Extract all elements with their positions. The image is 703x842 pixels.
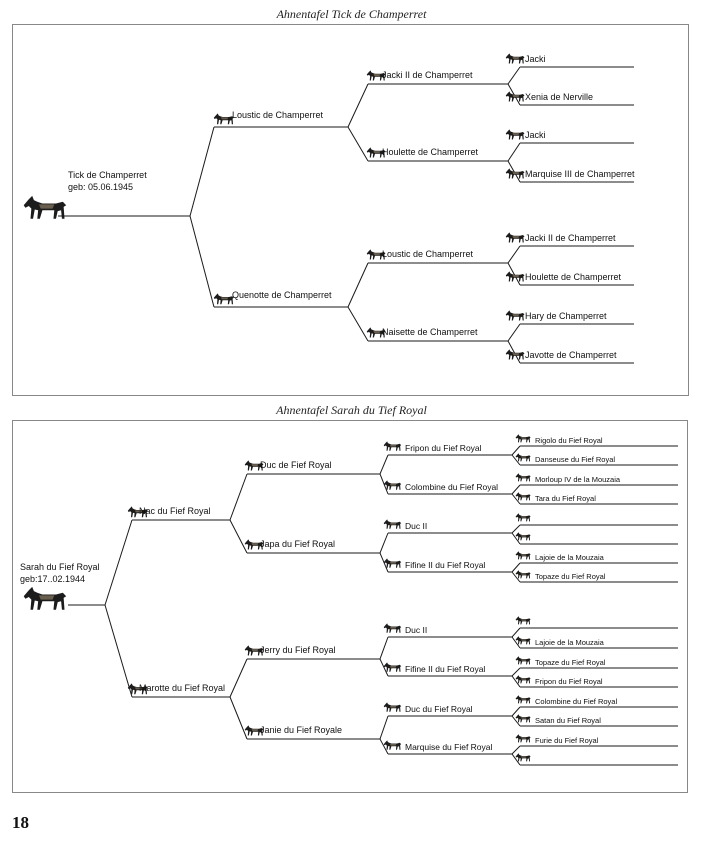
dog-icon-g4-13: [516, 714, 531, 722]
branch-line-g1-1: [105, 605, 132, 697]
root-name: Tick de Champerret: [68, 170, 147, 180]
branch-line-g4-12: [512, 707, 520, 716]
branch-line-g3-4: [380, 637, 388, 659]
dog-icon-root: [24, 196, 67, 219]
ancestor-name-g3-3: Marquise III de Champerret: [525, 169, 635, 179]
dog-icon-g4-6: [516, 551, 531, 559]
dog-icon-root: [24, 587, 67, 610]
branch-line-g2-3: [348, 307, 368, 341]
ancestor-name-g3-3: Fifine II du Fief Royal: [405, 560, 486, 570]
branch-line-g4-4: [512, 525, 520, 533]
ancestor-name-g3-5: Houlette de Champerret: [525, 272, 622, 282]
branch-line-g4-10: [512, 668, 520, 676]
ancestor-name-g3-1: Colombine du Fief Royal: [405, 482, 499, 492]
dog-icon-g4-9: [516, 636, 531, 644]
branch-line-g1-0: [190, 127, 214, 216]
ancestor-name-g4-2: Morloup IV de la Mouzaia: [535, 475, 621, 484]
ancestor-name-g4-14: Furie du Fief Royal: [535, 736, 599, 745]
branch-line-g2-0: [348, 84, 368, 127]
ancestor-name-g3-1: Xenia de Nerville: [525, 92, 594, 102]
dog-icon-g4-0: [516, 434, 531, 442]
branch-line-g4-8: [512, 628, 520, 637]
ancestor-name-g4-11: Fripon du Fief Royal: [535, 677, 603, 686]
dog-icon-g3-2: [506, 129, 525, 139]
dog-icon-g1-0: [214, 113, 234, 124]
branch-line-g3-6: [508, 324, 520, 341]
branch-line-g1-0: [105, 520, 132, 605]
dog-icon-g3-1: [384, 480, 402, 489]
page-number: 18: [12, 813, 29, 832]
ancestor-name-g4-0: Rigolo du Fief Royal: [535, 436, 603, 445]
dog-icon-g3-4: [506, 232, 525, 242]
dog-icon-g4-3: [516, 492, 531, 500]
ancestor-name-g3-0: Fripon du Fief Royal: [405, 443, 482, 453]
ancestor-name-g4-6: Lajoie de la Mouzaia: [535, 553, 604, 562]
ancestor-name-g4-12: Colombine du Fief Royal: [535, 697, 618, 706]
ancestor-name-g3-7: Marquise du Fief Royal: [405, 742, 493, 752]
ancestor-name-g3-6: Hary de Champerret: [525, 311, 607, 321]
ancestor-name-g4-1: Danseuse du Fief Royal: [535, 455, 616, 464]
ancestor-name-g3-6: Duc du Fief Royal: [405, 704, 473, 714]
branch-line-g3-0: [508, 67, 520, 84]
ancestor-name-g1-0: Loustic de Champerret: [232, 110, 324, 120]
dog-icon-g3-3: [506, 168, 525, 178]
ancestor-name-g2-1: Houlette de Champerret: [382, 147, 479, 157]
branch-line-g3-2: [380, 533, 388, 553]
ancestor-name-g2-2: Jerry du Fief Royal: [260, 645, 336, 655]
dog-icon-g3-6: [506, 310, 525, 320]
dog-icon-g4-10: [516, 656, 531, 664]
dog-icon-g3-3: [384, 558, 402, 567]
branch-line-g4-14: [512, 746, 520, 754]
dog-icon-g3-7: [384, 740, 402, 749]
pedigree-title-2: Ahnentafel Sarah du Tief Royal: [276, 403, 427, 417]
dog-icon-g4-12: [516, 695, 531, 703]
dog-icon-g4-1: [516, 453, 531, 461]
dog-icon-g4-2: [516, 473, 531, 481]
dog-icon-g3-2: [384, 519, 402, 528]
branch-line-g3-6: [380, 716, 388, 739]
root-birth-date: geb:17..02.1944: [20, 574, 86, 584]
branch-line-g2-0: [230, 474, 247, 520]
ancestor-name-g2-0: Duc de Fief Royal: [260, 460, 332, 470]
ancestor-name-g4-3: Tara du Fief Royal: [535, 494, 596, 503]
branch-line-g1-1: [190, 216, 214, 307]
dog-icon-g3-4: [384, 623, 402, 632]
branch-line-g2-2: [348, 263, 368, 307]
ancestor-name-g3-0: Jacki: [525, 54, 546, 64]
dog-icon-g3-6: [384, 702, 402, 711]
dog-icon-g3-5: [506, 271, 525, 281]
ancestor-name-g3-2: Jacki: [525, 130, 546, 140]
branch-line-g2-1: [230, 520, 247, 553]
branch-line-g2-1: [348, 127, 368, 161]
branch-line-g3-4: [508, 246, 520, 263]
ancestor-name-g2-0: Jacki II de Champerret: [382, 70, 473, 80]
ancestor-name-g1-0: Nac du Fief Royal: [139, 506, 211, 516]
dog-icon-g3-0: [506, 53, 525, 63]
ancestor-name-g4-7: Topaze du Fief Royal: [535, 572, 606, 581]
root-birth-date: geb: 05.06.1945: [68, 182, 134, 192]
ancestor-name-g2-3: Naisette de Champerret: [382, 327, 478, 337]
ancestor-name-g2-1: Japa du Fief Royal: [260, 539, 336, 549]
dog-icon-g4-7: [516, 570, 531, 578]
ancestor-name-g4-13: Satan du Fief Royal: [535, 716, 601, 725]
dog-icon-g3-5: [384, 662, 402, 671]
ancestor-name-g2-2: Loustic de Champerret: [382, 249, 474, 259]
dog-icon-g4-5: [516, 532, 531, 540]
branch-line-g4-0: [512, 446, 520, 455]
ancestor-name-g4-9: Lajoie de la Mouzaia: [535, 638, 604, 647]
branch-line-g2-2: [230, 659, 247, 697]
pedigree-title-1: Ahnentafel Tick de Champerret: [276, 7, 427, 21]
ancestor-name-g1-1: Marotte du Fief Royal: [139, 683, 226, 693]
ancestor-name-g3-4: Duc II: [405, 625, 428, 635]
ancestor-name-g3-5: Fifine II du Fief Royal: [405, 664, 486, 674]
dog-icon-g1-1: [214, 293, 234, 304]
branch-line-g2-3: [230, 697, 247, 739]
ancestor-name-g1-1: Quenotte de Champerret: [232, 290, 332, 300]
dog-icon-g4-14: [516, 734, 531, 742]
dog-icon-g3-0: [384, 441, 402, 450]
branch-line-g3-2: [508, 143, 520, 161]
dog-icon-g4-4: [516, 513, 531, 521]
dog-icon-g4-11: [516, 675, 531, 683]
branch-line-g4-2: [512, 485, 520, 494]
dog-icon-g3-7: [506, 349, 525, 359]
dog-icon-g3-1: [506, 91, 525, 101]
ancestor-name-g3-4: Jacki II de Champerret: [525, 233, 616, 243]
ancestor-name-g3-7: Javotte de Champerret: [525, 350, 617, 360]
branch-line-g3-0: [380, 455, 388, 474]
branch-line-g4-6: [512, 563, 520, 572]
root-name: Sarah du Fief Royal: [20, 562, 100, 572]
ancestor-name-g3-2: Duc II: [405, 521, 428, 531]
dog-icon-g4-8: [516, 616, 531, 624]
dog-icon-g4-15: [516, 753, 531, 761]
ancestor-name-g4-10: Topaze du Fief Royal: [535, 658, 606, 667]
ancestor-name-g2-3: Janie du Fief Royale: [260, 725, 343, 735]
